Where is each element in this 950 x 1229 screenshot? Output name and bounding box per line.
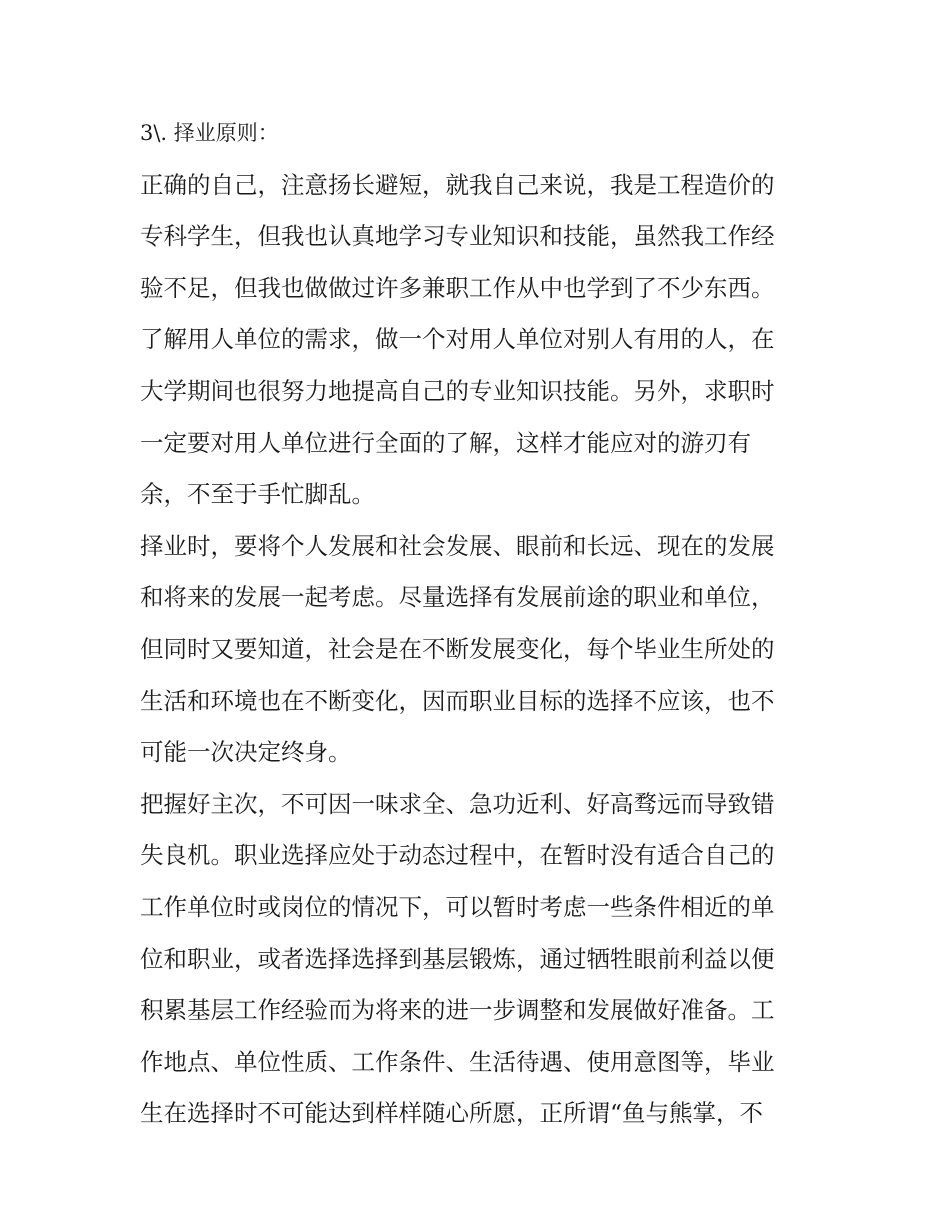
text-line: 择业时，要将个人发展和社会发展、眼前和长远、现在的发展 — [140, 531, 775, 560]
text-line: 作地点、单位性质、工作条件、生活待遇、使用意图等，毕业 — [140, 1047, 775, 1076]
text-line: 生活和环境也在不断变化，因而职业目标的选择不应该，也不 — [140, 686, 775, 715]
document-body — [140, 108, 820, 1140]
text-line: 正确的自己，注意扬长避短，就我自己来说，我是工程造价的 — [140, 170, 775, 199]
section-heading: 3\. 择业原则： — [140, 121, 279, 145]
text-line: 验不足，但我也做做过许多兼职工作从中也学到了不少东西。 — [140, 273, 775, 302]
text-line: 余，不至于手忙脚乱。 — [140, 480, 375, 509]
text-line: 位和职业，或者选择选择到基层锻炼，通过牺牲眼前利益以便 — [140, 944, 775, 973]
text-line: 把握好主次，不可因一味求全、急功近利、好高骛远而导致错 — [140, 789, 775, 818]
text-line: 可能一次决定终身。 — [140, 738, 352, 767]
text-line: 大学期间也很努力地提高自己的专业知识技能。另外，求职时 — [140, 376, 775, 405]
text-line: 工作单位时或岗位的情况下，可以暂时考虑一些条件相近的单 — [140, 892, 775, 921]
text-line: 了解用人单位的需求，做一个对用人单位对别人有用的人，在 — [140, 325, 775, 354]
text-line: 失良机。职业选择应处于动态过程中，在暂时没有适合自己的 — [140, 841, 775, 870]
text-line: 生在选择时不可能达到样样随心所愿，正所谓“鱼与熊掌，不 — [140, 1099, 764, 1128]
text-line: 一定要对用人单位进行全面的了解，这样才能应对的游刃有 — [140, 428, 751, 457]
text-line: 积累基层工作经验而为将来的进一步调整和发展做好准备。工 — [140, 996, 775, 1025]
text-line: 专科学生，但我也认真地学习专业知识和技能，虽然我工作经 — [140, 222, 775, 251]
text-line: 但同时又要知道，社会是在不断发展变化，每个毕业生所处的 — [140, 634, 775, 663]
text-line: 和将来的发展一起考虑。尽量选择有发展前途的职业和单位， — [140, 583, 775, 612]
